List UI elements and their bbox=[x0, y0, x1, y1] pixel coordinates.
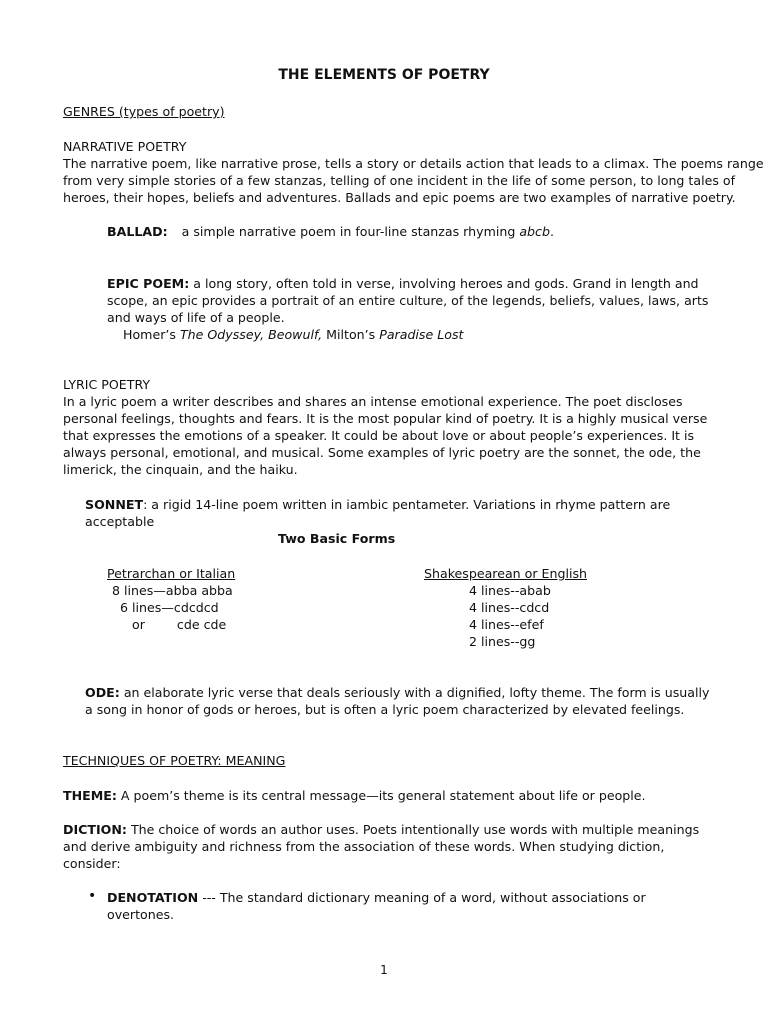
denotation-line-1: DENOTATION --- The standard dictionary meaning of a word, without associations or bbox=[107, 890, 646, 905]
shakespearean-heading: Shakespearean or English bbox=[424, 566, 588, 581]
petrarchan-line-3: or cde cde bbox=[132, 617, 227, 632]
ode-line-1: ODE: an elaborate lyric verse that deals seriously with a dignified, lofty theme. The form is usually bbox=[85, 685, 710, 700]
forms-heading: Two Basic Forms bbox=[278, 531, 396, 546]
page-number: 1 bbox=[380, 963, 388, 977]
shakespearean-line-2: 4 lines--cdcd bbox=[469, 600, 550, 615]
sonnet-label: SONNET bbox=[85, 497, 144, 512]
shakespearean-line-4: 2 lines--gg bbox=[469, 634, 536, 649]
epic-label: EPIC POEM: bbox=[107, 276, 190, 291]
ode-label: ODE: bbox=[85, 685, 120, 700]
narrative-line-1: The narrative poem, like narrative prose, tells a story or details action that leads to a climax. The poems range bbox=[63, 156, 764, 171]
lyric-line-3: that expresses the emotions of a speaker. It could be about love or about people’s experiences. It is bbox=[63, 428, 695, 443]
lyric-line-5: limerick, the cinquain, and the haiku. bbox=[63, 462, 298, 477]
petrarchan-line-1: 8 lines—abba abba bbox=[112, 583, 233, 598]
diction-line-1: DICTION: The choice of words an author uses. Poets intentionally use words with multiple meanings bbox=[63, 822, 700, 837]
petrarchan-line-2: 6 lines—cdcdcd bbox=[120, 600, 219, 615]
denotation-line-2: overtones. bbox=[107, 907, 175, 922]
page-title: THE ELEMENTS OF POETRY bbox=[278, 67, 490, 83]
lyric-heading: LYRIC POETRY bbox=[63, 377, 151, 392]
lyric-line-2: personal feelings, thoughts and fears. It is the most popular kind of poetry. It is a highly musical verse bbox=[63, 411, 708, 426]
epic-line-3: and ways of life of a people. bbox=[107, 310, 285, 325]
shakespearean-line-3: 4 lines--efef bbox=[469, 617, 544, 632]
epic-line-2: scope, an epic provides a portrait of an entire culture, of the legends, beliefs, values, laws, arts bbox=[107, 293, 709, 308]
ballad-label: BALLAD: bbox=[107, 224, 168, 239]
epic-text: a long story, often told in verse, involving heroes and gods. Grand in length and bbox=[189, 276, 699, 291]
theme-label: THEME: bbox=[63, 788, 117, 803]
diction-label: DICTION: bbox=[63, 822, 127, 837]
ballad-text: a simple narrative poem in four-line stanzas rhyming bbox=[181, 224, 520, 239]
genres-heading: GENRES (types of poetry) bbox=[63, 104, 225, 119]
ballad-definition: BALLAD: a simple narrative poem in four-line stanzas rhyming abcb. bbox=[107, 224, 554, 239]
sonnet-line-1: SONNET: a rigid 14-line poem written in iambic pentameter. Variations in rhyme pattern are bbox=[85, 497, 671, 512]
epic-examples: Homer’s The Odyssey, Beowulf, Milton’s Paradise Lost bbox=[123, 327, 464, 342]
lyric-line-1: In a lyric poem a writer describes and shares an intense emotional experience. The poet discloses bbox=[63, 394, 683, 409]
shakespearean-line-1: 4 lines--abab bbox=[469, 583, 551, 598]
narrative-heading: NARRATIVE POETRY bbox=[63, 139, 187, 154]
ballad-rhyme: abcb bbox=[519, 224, 550, 239]
denotation-label: DENOTATION bbox=[107, 890, 199, 905]
narrative-line-2: from very simple stories of a few stanzas, telling of one incident in the life of some person, to long tales of bbox=[63, 173, 736, 188]
diction-line-2: and derive ambiguity and richness from the association of these words. When studying diction, bbox=[63, 839, 665, 854]
petrarchan-heading: Petrarchan or Italian bbox=[107, 566, 236, 581]
lyric-line-4: always personal, emotional, and musical. Some examples of lyric poetry are the sonnet, the ode, the bbox=[63, 445, 701, 460]
theme-definition: THEME: A poem’s theme is its central message—its general statement about life or people. bbox=[63, 788, 646, 803]
diction-line-3: consider: bbox=[63, 856, 121, 871]
ode-line-2: a song in honor of gods or heroes, but is often a lyric poem characterized by elevated feelings. bbox=[85, 702, 685, 717]
sonnet-line-2: acceptable bbox=[85, 514, 155, 529]
narrative-line-3: heroes, their hopes, beliefs and adventures. Ballads and epic poems are two examples of narrative poetry. bbox=[63, 190, 736, 205]
techniques-heading: TECHNIQUES OF POETRY: MEANING bbox=[63, 753, 286, 768]
epic-line-1 bbox=[107, 275, 699, 292]
bullet-icon: • bbox=[88, 888, 97, 904]
